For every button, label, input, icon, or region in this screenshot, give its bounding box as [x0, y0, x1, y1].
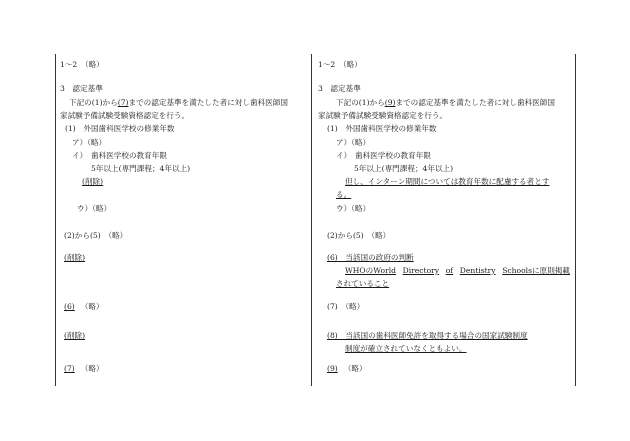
right-item6-word: Directory	[402, 266, 440, 275]
left-intro-post: までの認定基準を満たした者に対し歯科医師国	[128, 98, 288, 107]
right-item8-heading: (8) 当該国の歯科医師免許を取得する場合の国家試験制度	[327, 331, 528, 340]
right-section3-heading: 3 認定基準	[318, 84, 361, 93]
left-sections-1-2: 1～2 （略）	[60, 60, 104, 69]
right-item6-body-line1	[345, 266, 570, 276]
right-item9-text: （略）	[343, 364, 367, 373]
right-item7: (7) （略）	[327, 302, 365, 311]
right-item1-note-line2: る。	[336, 190, 352, 199]
right-item1-i-detail: 5年以上(専門課程；4年以上)	[354, 164, 454, 173]
right-item1-heading: (1) 外国歯科医学校の修業年数	[327, 124, 437, 133]
right-item8-body: 制度が確立されていなくともよい。	[345, 344, 467, 353]
left-item1-heading: (1) 外国歯科医学校の修業年数	[65, 124, 175, 133]
left-item1-i-detail: 5年以上(専門課程；4年以上)	[91, 164, 191, 173]
right-intro-post: までの認定基準を満たした者に対し歯科医師国	[395, 98, 555, 107]
left-intro-line1	[69, 98, 288, 108]
left-item7-text: （略）	[80, 364, 104, 373]
left-column-border	[55, 54, 56, 386]
right-intro-range: (9)	[384, 98, 396, 107]
right-items-2-to-5: (2)から(5) （略）	[327, 231, 391, 240]
right-item6-word: Schoolsに原則掲載	[502, 266, 570, 275]
left-intro-line2: 家試験予備試験受験資格認定を行う。	[60, 111, 190, 120]
right-item6-word: WHOのWorld	[345, 266, 397, 275]
right-intro-pre: 下記の(1)から	[336, 98, 385, 107]
left-item6	[64, 302, 104, 312]
left-item6-text: （略）	[80, 302, 104, 311]
left-intro-pre: 下記の(1)から	[69, 98, 118, 107]
right-item6-word: Dentistry	[459, 266, 496, 275]
right-intro-line1	[336, 98, 555, 108]
right-intro-line2: 家試験予備試験受験資格認定を行う。	[318, 111, 448, 120]
right-item1-i: イ） 歯科医学校の教育年限	[336, 151, 431, 160]
left-item1-a: ア）（略）	[72, 138, 107, 147]
left-intro-range: (7)	[117, 98, 129, 107]
right-item6-word: of	[445, 266, 454, 275]
right-item6-heading: (6) 当該国の政府の判断	[327, 253, 414, 262]
right-item1-note-line1: 但し、インターン期間については教育年数に配慮する者とす	[345, 177, 550, 186]
left-item6-number: (6)	[64, 302, 75, 311]
right-item1-u: ウ）（略）	[336, 204, 371, 213]
right-item9-number: (9)	[327, 364, 338, 373]
right-item6-body-line2: されていること	[336, 279, 390, 288]
left-item7-number: (7)	[64, 364, 75, 373]
right-sections-1-2: 1～2 （略）	[318, 60, 362, 69]
right-item9	[327, 364, 367, 374]
left-item1-deleted: (削除)	[82, 177, 104, 186]
left-deleted-a: (削除)	[64, 253, 86, 262]
right-item1-a: ア）（略）	[336, 138, 371, 147]
right-column-border	[575, 54, 576, 386]
left-items-2-to-5: (2)から(5) （略）	[64, 231, 128, 240]
center-column-border	[311, 54, 312, 386]
left-item1-i: イ） 歯科医学校の教育年限	[72, 151, 167, 160]
left-item1-u: ウ）（略）	[77, 204, 112, 213]
left-item7	[64, 364, 104, 374]
left-deleted-b: (削除)	[64, 331, 86, 340]
left-section3-heading: 3 認定基準	[60, 84, 103, 93]
